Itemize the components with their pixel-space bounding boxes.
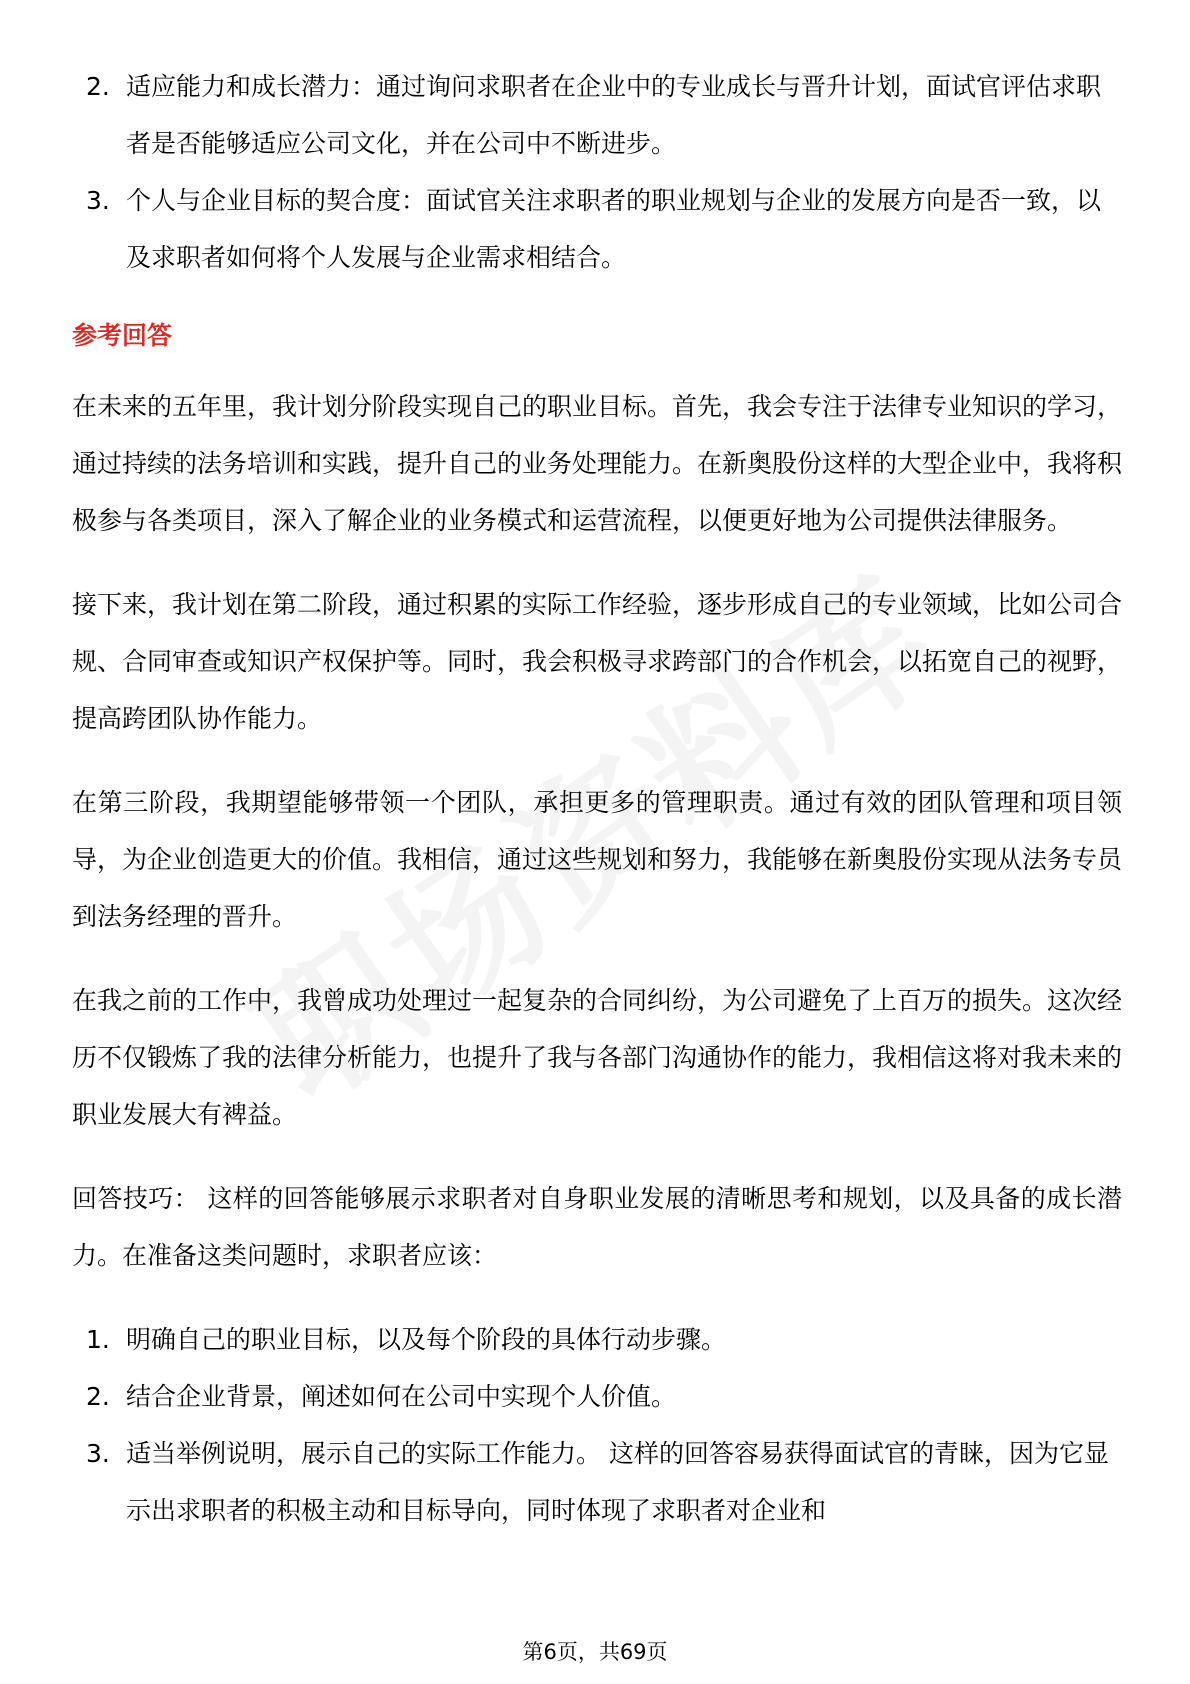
- answer-paragraph: 接下来，我计划在第二阶段，通过积累的实际工作经验，逐步形成自己的专业领域，比如公司合规、合同审查或知识产权保护等。同时，我会积极寻求跨部门的合作机会，以拓宽自己的视野，提高跨团队协作能力。: [72, 590, 1123, 733]
- list-item-number: 3.: [86, 186, 110, 215]
- answer-paragraph: 在第三阶段，我期望能够带领一个团队，承担更多的管理职责。通过有效的团队管理和项目领导，为企业创造更大的价值。我相信，通过这些规划和努力，我能够在新奥股份实现从法务专员到法务经理的晋升。: [72, 788, 1123, 931]
- list-item: [72, 1368, 1122, 1425]
- tips-paragraph: 回答技巧： 这样的回答能够展示求职者对自身职业发展的清晰思考和规划，以及具备的成长潜力。在准备这类问题时，求职者应该：: [72, 1184, 1122, 1270]
- list-item-number: 2.: [86, 1382, 110, 1411]
- list-item-text: 适应能力和成长潜力：通过询问求职者在企业中的专业成长与晋升计划，面试官评估求职者是否能够适应公司文化，并在公司中不断进步。: [126, 72, 1102, 158]
- list-item-text: 结合企业背景，阐述如何在公司中实现个人价值。: [126, 1382, 677, 1411]
- list-item: [72, 1425, 1122, 1539]
- page-content: [72, 58, 1122, 1539]
- page-number: 第6页，共69页: [522, 1640, 668, 1664]
- list-item-text: 适当举例说明，展示自己的实际工作能力。 这样的回答容易获得面试官的青睐，因为它显示出求职者的积极主动和目标导向，同时体现了求职者对企业和: [126, 1439, 1109, 1525]
- section-title: 参考回答: [72, 321, 173, 350]
- list-item-text: 明确自己的职业目标，以及每个阶段的具体行动步骤。: [126, 1325, 727, 1354]
- criteria-list: [72, 58, 1122, 286]
- tips-list: [72, 1311, 1122, 1539]
- list-item: [72, 1311, 1122, 1368]
- list-item: [72, 172, 1122, 286]
- list-item: [72, 58, 1122, 172]
- list-item-number: 1.: [86, 1325, 110, 1354]
- list-item-number: 2.: [86, 72, 110, 101]
- list-item-number: 3.: [86, 1439, 110, 1468]
- list-item-text: 个人与企业目标的契合度：面试官关注求职者的职业规划与企业的发展方向是否一致，以及求职者如何将个人发展与企业需求相结合。: [126, 186, 1102, 272]
- answer-paragraph: 在未来的五年里，我计划分阶段实现自己的职业目标。首先，我会专注于法律专业知识的学习，通过持续的法务培训和实践，提升自己的业务处理能力。在新奥股份这样的大型企业中，我将积极参与各类项目，深入了解企业的业务模式和运营流程，以便更好地为公司提供法律服务。: [72, 392, 1123, 535]
- answer-paragraph: 在我之前的工作中，我曾成功处理过一起复杂的合同纠纷，为公司避免了上百万的损失。这次经历不仅锻炼了我的法律分析能力，也提升了我与各部门沟通协作的能力，我相信这将对我未来的职业发展大有裨益。: [72, 986, 1123, 1129]
